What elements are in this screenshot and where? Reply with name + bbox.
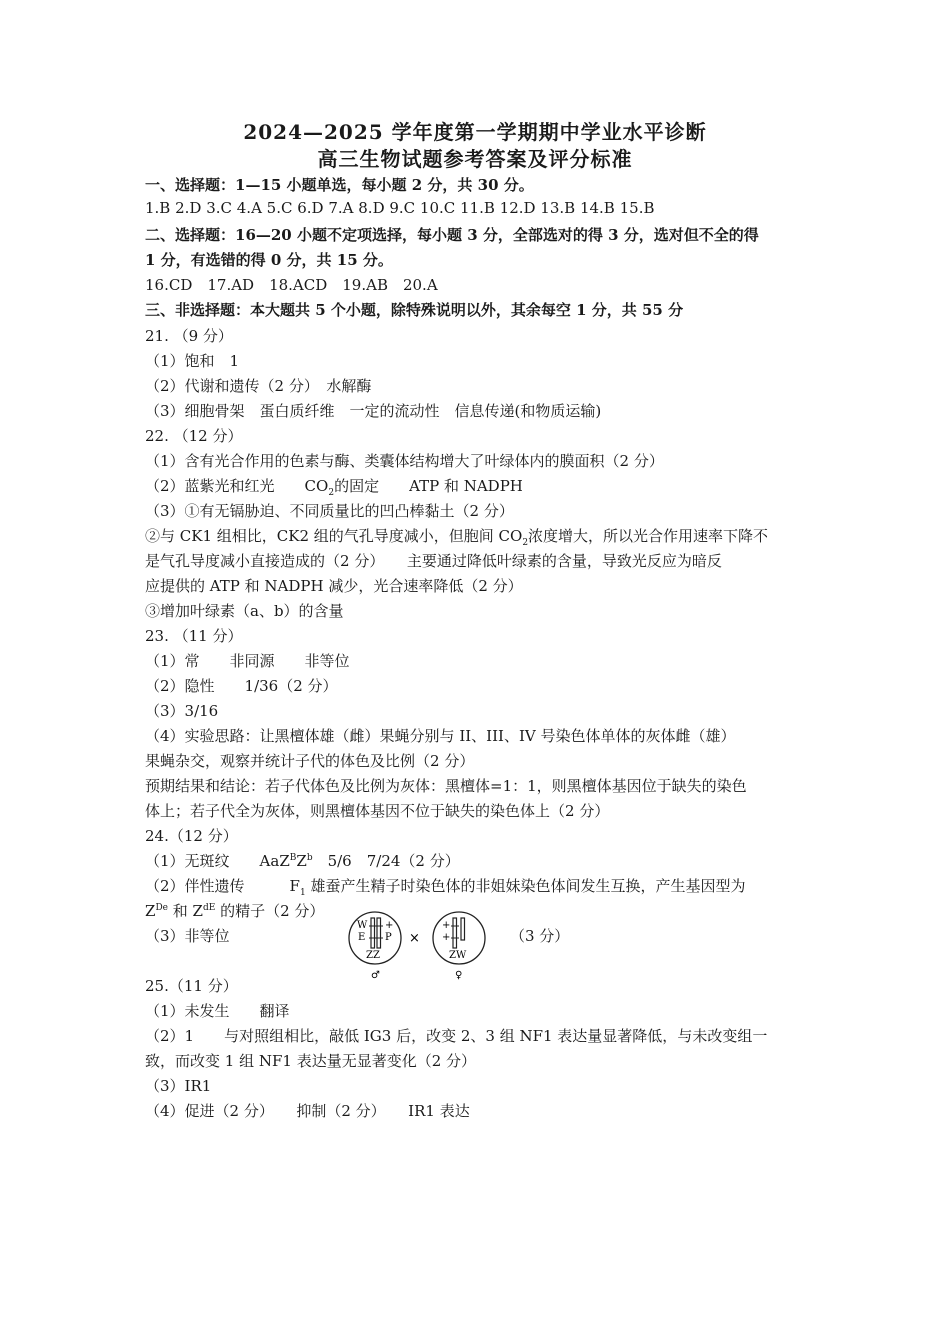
document-subtitle: 高三生物试题参考答案及评分标准 — [317, 147, 633, 171]
section1-heading: 一、选择题：1—15 小题单选，每小题 2 分，共 30 分。 — [145, 176, 534, 194]
q23-part3: （3）3/16 — [145, 702, 219, 720]
q23-part1: （1）常 非同源 非等位 — [145, 652, 350, 670]
q22-part3-3: ③增加叶绿素（a、b）的含量 — [145, 602, 344, 620]
q22-part3-2b: 是气孔导度减小直接造成的（2 分） 主要通过降低叶绿素的含量，导致光反应为暗反 — [145, 552, 722, 570]
q24-p1-mid: Z — [296, 852, 307, 870]
male-chromosome-2 — [377, 918, 381, 948]
q24-part2-cont — [145, 900, 324, 921]
q25-part4: （4）促进（2 分） 抑制（2 分） IR1 表达 — [145, 1102, 470, 1120]
q24-p1-sup2: b — [306, 853, 313, 863]
q24-p3-b: 的精子（2 分） — [215, 902, 325, 920]
male-genotype-label: ZZ — [366, 950, 380, 961]
section2-heading-cont: 1 分，有选错的得 0 分，共 15 分。 — [145, 251, 393, 269]
document-title: 2024—2025 学年度第一学期期中学业水平诊断 — [243, 120, 707, 144]
q22-part2-sub: 2 — [328, 488, 335, 498]
q21-header: 21. （9 分） — [145, 327, 233, 345]
q25-part3: （3）IR1 — [145, 1077, 212, 1095]
q24-p3-a: Z — [145, 902, 156, 920]
q24-part3-score: （3 分） — [510, 927, 570, 945]
section1-answers: 1.B 2.D 3.C 4.A 5.C 6.D 7.A 8.D 9.C 10.C 11.B 12.D 13.B 14.B 15.B — [145, 199, 655, 217]
section3-heading: 三、非选择题：本大题共 5 个小题，除特殊说明以外，其余每空 1 分，共 55 分 — [145, 301, 684, 319]
q21-part3: （3）细胞骨架 蛋白质纤维 一定的流动性 信息传递(和物质运输) — [145, 402, 602, 420]
q22-p4-a: ②与 CK1 组相比，CK2 组的气孔导度减小，但胞间 CO — [145, 527, 523, 545]
male-gene-plus: + — [385, 920, 394, 931]
q21-part2: （2）代谢和遗传（2 分） 水解酶 — [145, 377, 372, 395]
chromosome-cross-diagram — [345, 908, 505, 980]
male-gene-w: W — [357, 920, 368, 931]
q22-part3: （3）①有无镉胁迫、不同质量比的凹凸棒黏土（2 分） — [145, 502, 514, 520]
section2-heading: 二、选择题：16—20 小题不定项选择，每小题 3 分，全部选对的得 3 分，选对但不全的得 — [145, 226, 759, 244]
female-symbol: ♀ — [455, 970, 463, 980]
male-chromosome-1 — [371, 918, 375, 948]
q24-part2 — [145, 875, 745, 898]
q24-p1-a: （1）无斑纹 AaZ — [145, 852, 290, 870]
q22-part2-a: （2）蓝紫光和红光 CO — [145, 477, 329, 495]
q25-part2: （2）1 与对照组相比，敲低 IG3 后，改变 2、3 组 NF1 表达量显著降低，与未改变组一 — [145, 1027, 768, 1045]
q24-p2-sub: 1 — [299, 888, 306, 898]
q22-p4-sub: 2 — [522, 538, 529, 548]
q22-header: 22. （12 分） — [145, 427, 243, 445]
q24-p3-sup2: dE — [202, 903, 216, 913]
q22-p4-b: 浓度增大，所以光合作用速率下降不 — [528, 527, 769, 545]
q22-part2-b: 的固定 ATP 和 NADPH — [334, 477, 523, 495]
q23-part4-cont: 果蝇杂交，观察并统计子代的体色及比例（2 分） — [145, 752, 475, 770]
q23-part2: （2）隐性 1/36（2 分） — [145, 677, 338, 695]
cross-symbol: × — [409, 931, 420, 946]
q22-part2 — [145, 475, 523, 498]
q25-part2-cont: 致，而改变 1 组 NF1 表达量无显著变化（2 分） — [145, 1052, 477, 1070]
q24-p2-b: 雄蚕产生精子时染色体的非姐妹染色体间发生互换，产生基因型为 — [305, 877, 746, 895]
q21-part1: （1）饱和 1 — [145, 352, 240, 370]
q23-prediction: 预期结果和结论：若子代体色及比例为灰体：黑檀体=1：1，则黑檀体基因位于缺失的染色 — [145, 777, 747, 795]
q24-p2-a: （2）伴性遗传 F — [145, 877, 300, 895]
q24-p1-sup1: B — [289, 853, 297, 863]
q23-prediction-cont: 体上；若子代全为灰体，则黑檀体基因不位于缺失的染色体上（2 分） — [145, 802, 610, 820]
q22-part3-2c: 应提供的 ATP 和 NADPH 减少，光合速率降低（2 分） — [145, 577, 523, 595]
q25-part1: （1）未发生 翻译 — [145, 1002, 290, 1020]
q24-header: 24.（12 分） — [145, 827, 238, 845]
q24-p3-mid: 和 Z — [167, 902, 203, 920]
section2-answers: 16.CD 17.AD 18.ACD 19.AB 20.A — [145, 276, 438, 294]
q23-header: 23. （11 分） — [145, 627, 243, 645]
female-chromosome-2 — [461, 918, 465, 940]
female-gene-plus-2: + — [442, 932, 451, 943]
male-gene-e: E — [358, 932, 366, 943]
female-genotype-label: ZW — [449, 950, 467, 961]
q24-part1 — [145, 850, 460, 871]
q22-part1: （1）含有光合作用的色素与酶、类囊体结构增大了叶绿体内的膜面积（2 分） — [145, 452, 664, 470]
female-gene-plus-1: + — [442, 920, 451, 931]
q24-part3: （3）非等位 — [145, 927, 230, 945]
female-chromosome-1 — [453, 918, 457, 948]
q22-part3-2a — [145, 525, 768, 548]
q23-part4: （4）实验思路：让黑檀体雄（雌）果蝇分别与 II、III、IV 号染色体单体的灰体雌（雄） — [145, 727, 736, 745]
q24-p1-b: 5/6 7/24（2 分） — [312, 852, 460, 870]
male-gene-p: P — [385, 932, 392, 943]
q24-p3-sup1: De — [155, 903, 168, 913]
male-symbol: ♂ — [371, 970, 380, 980]
q25-header: 25.（11 分） — [145, 977, 238, 995]
